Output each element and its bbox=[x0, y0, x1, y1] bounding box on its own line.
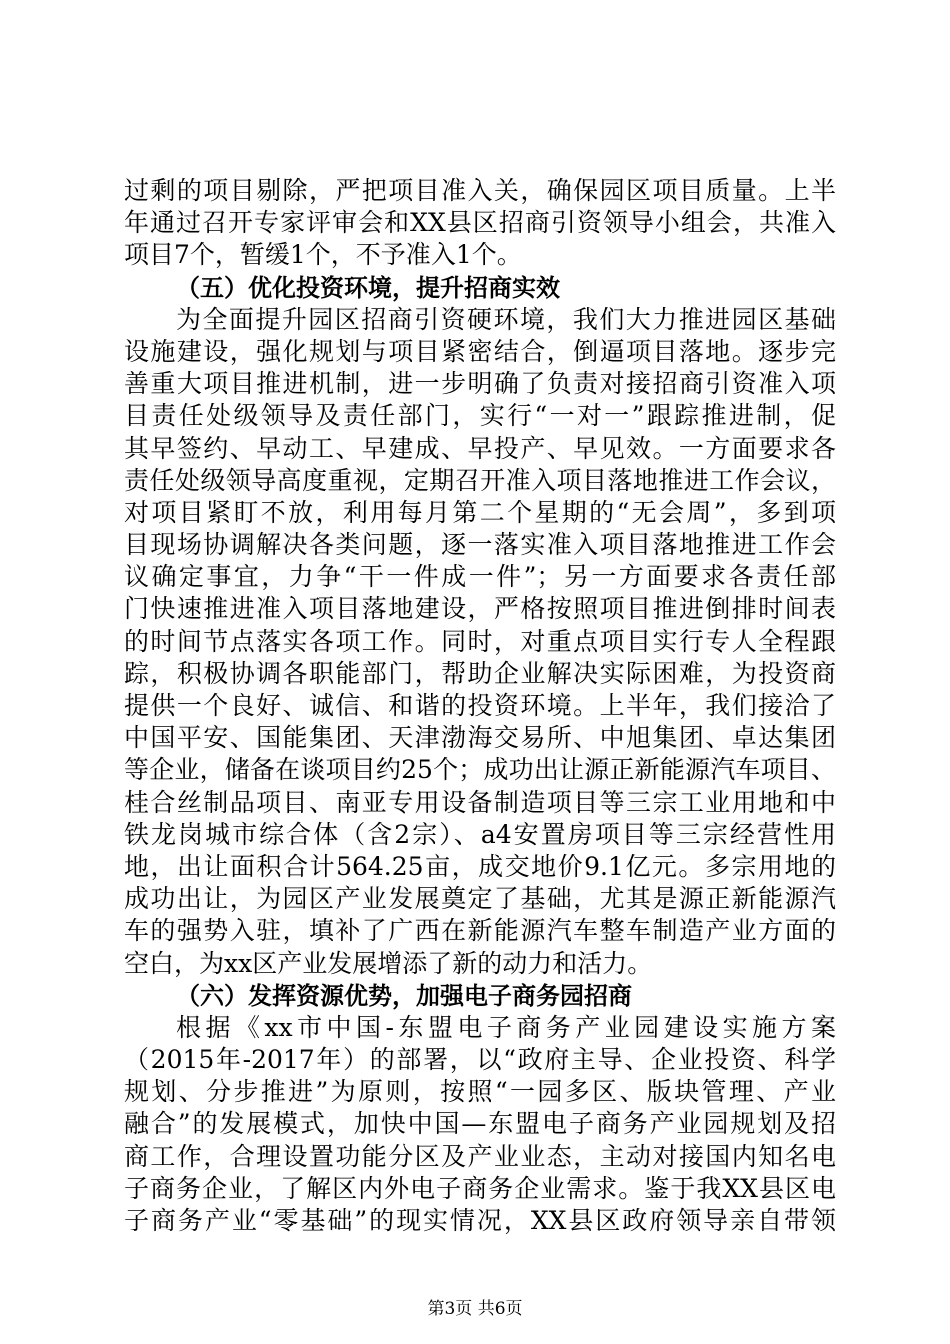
paragraph-line: 桂合丝制品项目、南亚专用设备制造项目等三宗工业用地和中 bbox=[124, 787, 836, 817]
paragraph-line: 其早签约、早动工、早建成、早投产、早见效。一方面要求各 bbox=[124, 433, 836, 463]
paragraph-line: 踪，积极协调各职能部门，帮助企业解决实际困难，为投资商 bbox=[124, 658, 836, 688]
paragraph-line: 子商务企业，了解区内外电子商务企业需求。鉴于我XX县区电 bbox=[124, 1173, 836, 1203]
section-heading: （六）发挥资源优势，加强电子商务园招商 bbox=[176, 981, 632, 1010]
paragraph-line: （2015年-2017年）的部署，以“政府主导、企业投资、科学 bbox=[124, 1045, 836, 1075]
paragraph-line: 等企业，储备在谈项目约25个；成功出让源正新能源汽车项目、 bbox=[124, 755, 836, 785]
paragraph-line: 年通过召开专家评审会和XX县区招商引资领导小组会，共准入 bbox=[124, 208, 836, 238]
paragraph-line: 商工作，合理设置功能分区及产业业态，主动对接国内知名电 bbox=[124, 1141, 836, 1171]
paragraph-line: 设施建设，强化规划与项目紧密结合，倒逼项目落地。逐步完 bbox=[124, 336, 836, 366]
paragraph-line: 对项目紧盯不放，利用每月第二个星期的“无会周”，多到项 bbox=[124, 497, 836, 527]
paragraph-line: 为全面提升园区招商引资硬环境，我们大力推进园区基础 bbox=[176, 304, 836, 334]
section-heading: （五）优化投资环境，提升招商实效 bbox=[176, 273, 560, 302]
paragraph-line: 责任处级领导高度重视，定期召开准入项目落地推进工作会议， bbox=[124, 465, 836, 495]
paragraph-line: 空白，为xx区产业发展增添了新的动力和活力。 bbox=[124, 948, 653, 978]
paragraph-line: 项目7个，暂缓1个，不予准入1个。 bbox=[124, 240, 522, 270]
paragraph-line: 融合”的发展模式，加快中国—东盟电子商务产业园规划及招 bbox=[124, 1109, 836, 1139]
paragraph-line: 子商务产业“零基础”的现实情况，XX县区政府领导亲自带领 bbox=[124, 1206, 836, 1235]
paragraph-line: 根据《xx市中国-东盟电子商务产业园建设实施方案 bbox=[176, 1012, 836, 1042]
paragraph-line: 铁龙岗城市综合体（含2宗）、a4安置房项目等三宗经营性用 bbox=[124, 819, 836, 849]
paragraph-line: 的时间节点落实各项工作。同时，对重点项目实行专人全程跟 bbox=[124, 626, 836, 656]
paragraph-line: 车的强势入驻，填补了广西在新能源汽车整车制造产业方面的 bbox=[124, 916, 836, 946]
paragraph-line: 目现场协调解决各类问题，逐一落实准入项目落地推进工作会 bbox=[124, 530, 836, 560]
paragraph-line: 中国平安、国能集团、天津渤海交易所、中旭集团、卓达集团 bbox=[124, 723, 836, 753]
paragraph-line: 提供一个良好、诚信、和谐的投资环境。上半年，我们接洽了 bbox=[124, 691, 836, 720]
paragraph-line: 地，出让面积合计564.25亩，成交地价9.1亿元。多宗用地的 bbox=[124, 851, 836, 881]
page-footer: 第3页 共6页 bbox=[427, 1299, 523, 1319]
paragraph-line: 议确定事宜，力争“干一件成一件”；另一方面要求各责任部 bbox=[124, 562, 836, 592]
paragraph-line: 善重大项目推进机制，进一步明确了负责对接招商引资准入项 bbox=[124, 369, 836, 399]
paragraph-line: 门快速推进准入项目落地建设，严格按照项目推进倒排时间表 bbox=[124, 594, 836, 624]
paragraph-line: 目责任处级领导及责任部门，实行“一对一”跟踪推进制，促 bbox=[124, 401, 836, 431]
paragraph-line: 规划、分步推进”为原则，按照“一园多区、版块管理、产业 bbox=[124, 1077, 836, 1107]
document-body bbox=[124, 175, 836, 1237]
paragraph-line: 过剩的项目剔除，严把项目准入关，确保园区项目质量。上半 bbox=[124, 176, 836, 205]
paragraph-line: 成功出让，为园区产业发展奠定了基础，尤其是源正新能源汽 bbox=[124, 884, 836, 914]
